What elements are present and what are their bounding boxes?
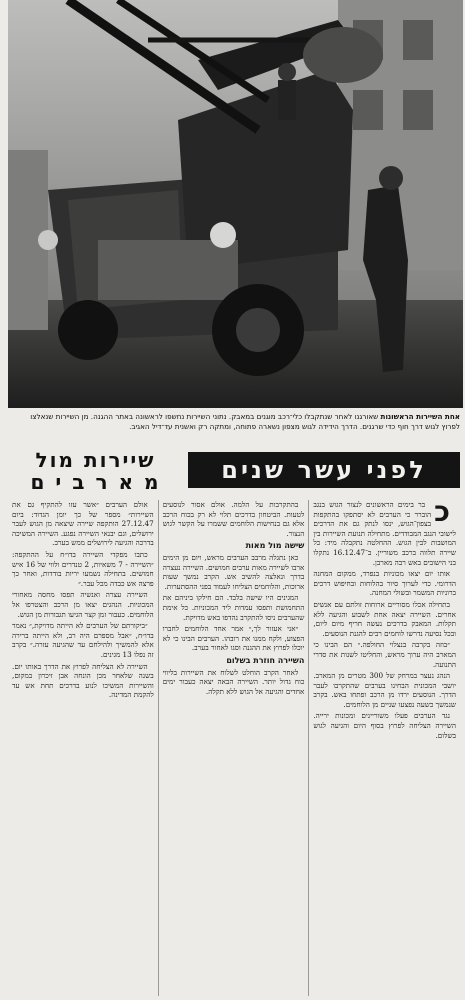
paragraph: לאחר הקרב הוחלט לשלוח את השיירות בליווי כוח גדול יותר. השיירה הבאה יצאה כעבור ימים אחדים והגיעה אל הגוש ללא תקלה. — [162, 667, 305, 696]
side-headline-line2: מ א ר ב י ם — [30, 470, 161, 494]
subheading: שישה מול מאות — [245, 541, 305, 551]
caption-text: שאורגנו לאחר שנתקבלו כלי־רכב מוגנים במאבק. נתוני השיירות נחשפו לראשונה באתר ההגנה. מן השיירות שנאלצו לפרוץ לגוש דרך חוף כדי שרגנים. הדרך הידידה לגוש מצפון נשארה פתוחה, ומתקה רק ואשנית עד־דיל האגיב. — [30, 412, 460, 431]
main-headline: לפני עשר שנים — [188, 452, 460, 488]
article-column-right — [309, 500, 460, 996]
paragraph: הנהג נעצר במרחק של 300 מטרים מן המארב. יושבי המכונית הבחינו בערבים שהתקרבו לעבר הדרך. הנוסעים ירדו מן הרכב ופתחו באש. בקרב שנמשך כשעה נפצעו שניים מן הלוחמים. — [313, 671, 456, 709]
article-column-left — [8, 500, 159, 996]
archive-photo-truck-convoy — [8, 0, 463, 408]
paragraph-text: בר בימים הראשונים לנצור הגוש בנגב הוברר כי הערבים לא יסתפקו בהתקפות בצפון־הגוש, ינסו לנתק גם את הדרכים לישובי הנגב המבודדים. מתחילה תנועת השיירות בין המושבות לבין הגוש. ההחלטה נתקבלה מיד: כל שיירה תלווה ברכב משוריין. ב־16.12.47 נתקלו בני הישובים באש רבה מארבן. — [313, 500, 456, 567]
side-headline-line1: שיירות מול — [35, 448, 156, 472]
paragraph — [313, 500, 456, 567]
headline-banner — [8, 446, 460, 496]
caption-lead: אחת השיירות הראשונות — [380, 412, 460, 421]
article-column-middle — [159, 500, 310, 996]
subheading: השיירה חוזרת בשלום — [226, 655, 305, 665]
paragraph: כאן נתגלה מרבב הערבים מראש, ויום מן הימים ארבו לשיירה מאות ערבים חמושים. השיירה נעצרה בדרך ונאלצה להשיב אש. הקרב נמשך שעות ארוכות, והלוחמים הצליחו לעמוד בפני ההסתערות. — [162, 552, 305, 591]
drop-cap: כ — [434, 500, 450, 528]
paragraph: ״בוזה בקרבה בנצלוי החולפה.״ הם הבינו כי המארב היה ערוך מראש, והחליטו לשנות את סדרי התנועה. — [313, 640, 456, 669]
paragraph: כתבו מפקדי השיירה בדו״ח על ההתקפה: ״השיירה - 7 משאיות, 2 טנדרים ולווי של 16 איש חמושים. בתחילה נשמעו יריות בודדות, ואחר כך פרצה אש כבדה מכל עבר.״ — [12, 549, 154, 588]
paragraph: נגד הערבים פעלו משוריינים ומכונות ירייה. השיירה הצליחה לפרוץ בסוף היום והגיעה לגוש בשלום. — [313, 711, 456, 740]
paragraph: אולם הערבים ״אשר עזו להתקיף גם את השיירות״ מספר של כך יומן הגדוד: ביום 27.12.47 הותקפה שיירה שיצאה מן הגוש לעבר ירושלים, וגם יבנאי השיירה נפגע. השיירה המשיכה בדרכה והגיעה לירושלים ממש בערב. — [12, 500, 154, 548]
photo-caption — [10, 412, 460, 442]
paragraph: ״אני אעזור לך,״ אמר אחד הלוחמים לחברו הפצוע, ולקח ממנו את רובהו. הערבים הבינו כי לא יוכלו לפרוץ את ההגנה וסגו לאחור בערב. — [162, 624, 305, 653]
paragraph: השיירה עצרה ואנשיה תפסו מחסה מאחורי המכוניות. הנהגים יצאו מן הרכב והצטרפו אל הלוחמים. כעבור זמן קצר הגיעו תגבורות מן הגוש. — [12, 590, 154, 619]
paragraph: בהתקרבות על הלמה. אולם אסור לנוסעים לטעות. הביטחון בדרכים תלוי לא רק בכוח הרכב אלא גם בנחישות הלוחמים ששמרו על הקשר לגוש הנצור. — [162, 500, 305, 538]
paragraph: המגינים היו שישה בלבד. הם חילקו ביניהם את התחמושת ותפסו עמדות ליד המכוניות. כל אימת שהערבים ניסו להתקרב נהדפו באש מדויקת. — [162, 593, 305, 622]
photo-illustration — [8, 0, 463, 408]
article-columns — [8, 500, 460, 996]
paragraph: ״ביקורתם של הערבים לא הייתה מדויקת,״ נאמר בדו״ח, ״אבל מספרם היה רב, ולא הייתה ברירה אלא להמשיך ולהילחם עד שהגיעה עזרה.״ בקרב זה נפלו 13 מגינים. — [12, 621, 154, 659]
paragraph: בתחילה אכלו מסוריים ארוחות זולתם עם אנשים אחרים. השיירה יצאה אחת לשבוע והגיעה ללא תקלות. המאבק בדרכים נעשה חריף מיום ליום, ובכל נסיעה נדרשו לוחמים רבים להגנת הנוסעים. — [313, 599, 456, 638]
paragraph: השיירה לא הצליחה לפרוץ את הדרך באותו יום. בשנה שלאחר מכן הונחה אבן זיכרון במקום, והשיירות המשיכו לנוע בדרכים תחת אש עד להקמת המדינה. — [12, 661, 154, 700]
side-headline — [8, 448, 183, 494]
paragraph: אותו יום יצאו מכוניות בנפרד, ממקום המחנה הדרומי. כדי לערוך סיור בהלוחות ובחיפוש דרכים ברוניות המשמר ובשולי המחנה. — [313, 569, 456, 598]
